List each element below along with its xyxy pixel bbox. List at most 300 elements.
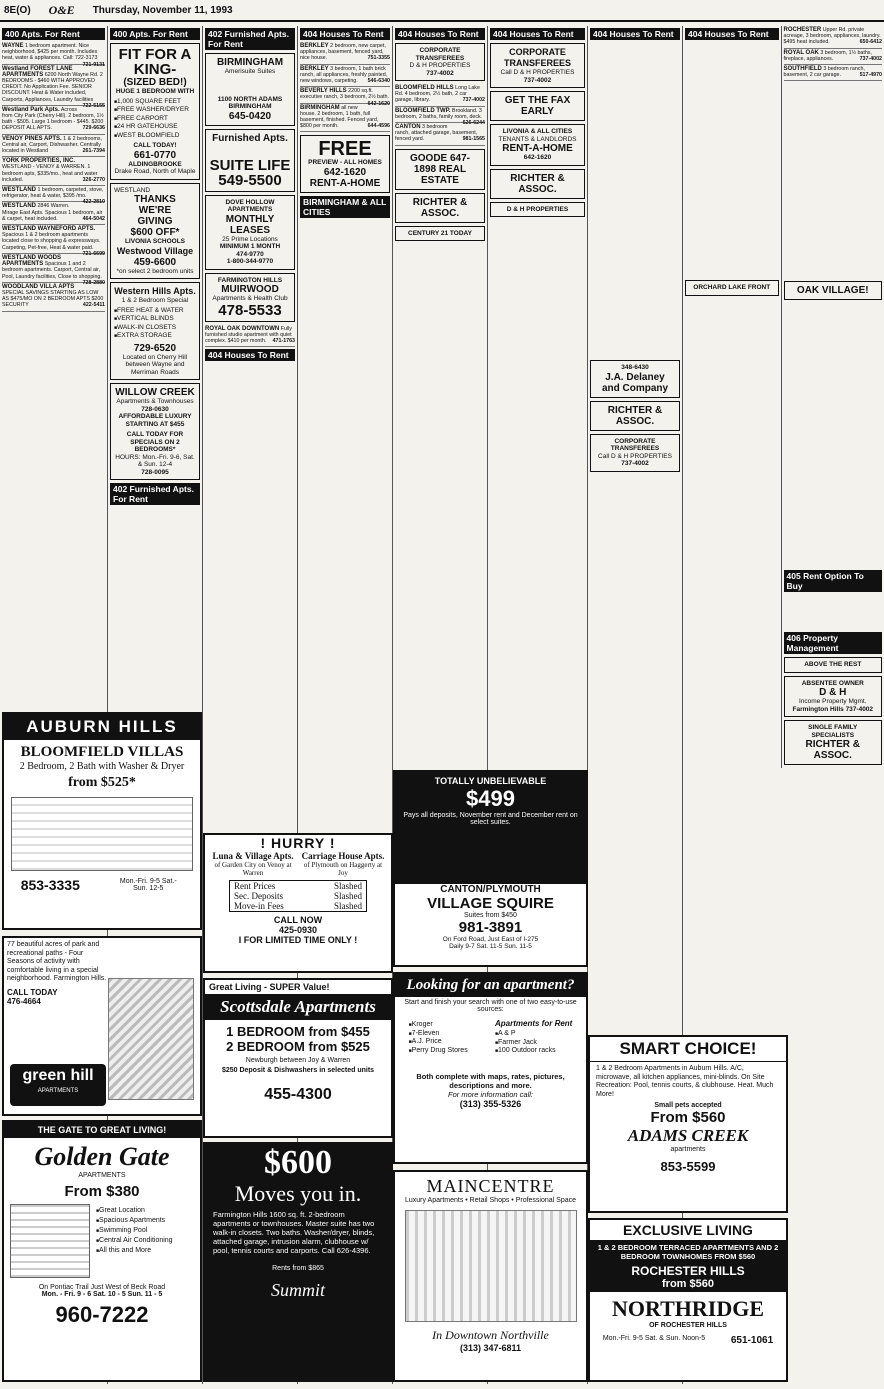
feature-item: ■ All this and More: [96, 1246, 173, 1256]
ad-phone: 751-3355: [367, 55, 390, 62]
looking-phone: (313) 355-5326: [459, 1098, 522, 1109]
willow-name: WILLOW CREEK: [115, 387, 195, 398]
ad-text: Upper Rd. private acreage, 3 bedroom, appliances, laundry. $495 heat included.: [783, 27, 881, 46]
auburn-name: BLOOMFIELD VILLAS: [20, 744, 184, 760]
richter-name: RICHTER & ASSOC.: [607, 404, 663, 427]
delaney-sub: and Company: [601, 382, 669, 394]
six-sub: Moves you in.: [234, 1181, 362, 1206]
ad-list: [2, 42, 105, 312]
birm-head: BIRMINGHAM: [216, 57, 284, 68]
orchard-title: ORCHARD LAKE FRONT: [693, 284, 771, 291]
corp-sub: Call D & H PROPERTIES: [500, 69, 575, 76]
willow-sub: Apartments & Townhouses: [116, 398, 194, 405]
absentee-title: ABSENTEE OWNER: [801, 679, 864, 687]
corp-name: CORPORATE TRANSFEREES: [610, 437, 660, 452]
western-note: Located on Cherry Hill between Wayne and Merriman Roads: [122, 353, 188, 376]
six-title: $600: [264, 1144, 332, 1181]
column-8b: [784, 26, 882, 768]
squire-name-2: VILLAGE SQUIRE: [427, 895, 554, 912]
thanks-note: *on select 2 bedroom units: [116, 267, 194, 275]
building-photo: [108, 978, 194, 1100]
classified-ad: [784, 65, 882, 81]
outlet-item: ■ 100 Outdoor racks: [495, 1047, 572, 1056]
exclusive-city: ROCHESTER HILLS: [590, 1264, 786, 1278]
thanks-offer: $600 OFF*: [130, 227, 180, 238]
dh-phone: Farmington Hills 737-4002: [792, 705, 874, 713]
ad-phone: 721-9131: [82, 61, 105, 68]
fax-ad: [490, 91, 585, 121]
section-header: 404 Houses To Rent: [395, 28, 485, 40]
golden-hours: Mon. - Fri. 9 - 6 Sat. 10 - 5 Sun. 11 - 5: [41, 1291, 163, 1298]
ad-city: CANTON: [395, 124, 421, 131]
fax-title: GET THE FAX EARLY: [504, 95, 571, 117]
ad-city: BERKLEY: [300, 65, 329, 72]
royal-oak-ad: [205, 325, 295, 348]
auburn-hills-ad: [2, 712, 202, 930]
ad-city: SOUTHFIELD: [783, 66, 822, 73]
ad-phone: 326-2770: [82, 176, 105, 183]
ad-phone: 650-6412: [859, 39, 882, 46]
willow-l1: AFFORDABLE LUXURY: [118, 413, 192, 420]
green-call: CALL TODAY: [7, 987, 58, 997]
ad-city: BERKLEY: [300, 43, 329, 49]
six-rents: Rents from $865: [272, 1265, 324, 1272]
section-header: 400 Apts. For Rent: [2, 28, 105, 40]
classified-ad: [2, 202, 105, 225]
green-hill-ad: [2, 936, 202, 1116]
green-hill-logo: [10, 1064, 106, 1106]
ad-text: Spacious 1 & 2 bedroom apartments located close to shopping & expressways. Carpeting, Pet-free, Heat & water paid.: [2, 232, 101, 251]
page-number: 8E(O): [4, 4, 31, 16]
looking-sub: Start and finish your search with one of two easy-to-use sources:: [404, 999, 577, 1013]
western-hills-ad: [110, 282, 200, 380]
muirwood-name: MUIRWOOD: [221, 284, 279, 295]
corp-name: CORPORATE TRANSFEREES: [503, 47, 571, 68]
looking-right-list: [495, 1030, 572, 1056]
hurry-right-name: Carriage House Apts.: [301, 851, 385, 861]
single-family-ad: [784, 720, 882, 765]
fit-headline: FIT FOR A KING-: [118, 46, 192, 78]
exclusive-phone: 651-1061: [730, 1335, 774, 1346]
smart-phone: 853-5599: [660, 1159, 716, 1174]
exclusive-title: EXCLUSIVE LIVING: [623, 1222, 753, 1238]
green-logo-name: green hill: [22, 1067, 94, 1084]
classified-ad: [2, 254, 105, 286]
feature-item: ■ VERTICAL BLINDS: [114, 315, 196, 324]
section-header: 402 Furnished Apts. For Rent: [205, 28, 295, 50]
thanks-phone: 459-6600: [133, 256, 177, 268]
ad-text: 3 bedroom ranch, attached garage, basement, fenced yard.: [395, 124, 478, 143]
fit-subhead: (SIZED BED!): [123, 77, 187, 88]
thanks-l1: THANKS: [134, 194, 176, 205]
ad-text: Brookland. 3 bedroom, 2 baths, family room, deck.: [395, 107, 483, 120]
golden-sub: APARTMENTS: [78, 1172, 126, 1179]
price-item: Sec. Deposits: [234, 891, 283, 901]
classified-ad: [2, 225, 105, 257]
dove-phone-2: 1-800-344-9770: [226, 258, 274, 265]
feature-item: ■ Central Air Conditioning: [96, 1236, 173, 1246]
birm-phone: 645-0420: [228, 110, 272, 122]
squire-hours: Daily 9-7 Sat. 11-5 Sun. 11-5: [449, 943, 532, 950]
hurry-phone: 425-0930: [278, 925, 318, 935]
ad-city: BEVERLY HILLS: [300, 88, 347, 95]
ad-city: WESTLAND WOODS APARTMENTS: [2, 254, 61, 268]
fit-for-a-king-ad: [110, 43, 200, 180]
price-row: [230, 891, 366, 901]
goode-name: GOODE 647-1898 REAL ESTATE: [409, 152, 471, 186]
adams-creek-sub: apartments: [670, 1146, 706, 1153]
ad-phone: 642-1620: [367, 100, 390, 107]
dove-l2: 25 Prime Locations: [222, 235, 278, 243]
looking-title: Looking for an apartment?: [395, 974, 586, 997]
ad-text: all new house. 2 bedroom, 1 bath, full basement, finished. Fenced yard, $800 per month.: [300, 104, 379, 130]
ad-text: 1 bedroom, carpeted, stove, refrigerator, heat & water, $395 /mo.: [2, 187, 104, 200]
willow-hours: HOURS: Mon.-Fri. 9-6, Sat. & Sun. 12-4: [115, 453, 195, 468]
dh-sub: Income Property Mgmt.: [798, 698, 867, 706]
ad-text: 3 bedroom, 1 bath brick ranch, all appliances, freshly painted, new windows, carpeting.: [300, 65, 388, 85]
corp-sub: Call D & H PROPERTIES: [598, 452, 672, 460]
classified-ad: [784, 49, 882, 65]
scottsdale-tag: Great Living - SUPER Value!: [209, 982, 330, 992]
ad-text: 1 & 2 bedrooms, Central air, Carport, Dishwasher. Centrally located in Westland: [2, 135, 103, 155]
richter-name: RICHTER & ASSOC.: [412, 196, 468, 219]
price-item: Move-in Fees: [234, 901, 284, 911]
feature-item: ■ FREE CARPORT: [114, 115, 196, 124]
scottsdale-ad: [203, 978, 393, 1138]
classified-ad: [2, 186, 105, 206]
livonia-name-2: RENT-A-HOME: [502, 143, 573, 154]
dh-name: D & H PROPERTIES: [506, 205, 569, 213]
fit-huge: HUGE 1 BEDROOM WITH: [115, 88, 195, 95]
northridge-sub: OF ROCHESTER HILLS: [649, 1322, 727, 1329]
feature-item: ■ WEST BLOOMFIELD: [114, 132, 196, 141]
area-map-image: [11, 797, 193, 871]
ad-phone: 644-4596: [367, 123, 390, 130]
delaney-ad: [590, 360, 680, 398]
auburn-hours: Mon.-Fri. 9-5 Sat.-Sun. 12-5: [119, 878, 177, 892]
classified-ad: [2, 157, 105, 186]
ad-city: BLOOMFIELD TWP.: [395, 107, 451, 114]
thanks-school: LIVONIA SCHOOLS: [124, 238, 186, 245]
column-8-split: [685, 26, 882, 768]
dove-hollow-ad: [205, 195, 295, 270]
century-name: CENTURY 21 TODAY: [408, 229, 472, 237]
classified-ad: [2, 106, 105, 135]
smart-choice-ad: [588, 1035, 788, 1213]
western-sub: 1 & 2 Bedroom Special: [121, 297, 189, 304]
ad-list: [784, 26, 882, 81]
maincentre-location: In Downtown Northville: [432, 1328, 549, 1342]
thanks-giving-ad: [110, 183, 200, 280]
maincentre-ad: [393, 1170, 588, 1382]
ad-phone: 471-1763: [272, 337, 295, 344]
classified-ad: [300, 87, 390, 107]
ad-text: 6200 North Wayne Rd. 2 BEDROOMS - $460 WITH APPROVED CREDIT. No Application Fee. SENIOR DISCOUNT. Heat & Water included, Carports, Appliances, Laundry facilities: [2, 71, 103, 103]
totally-l1: TOTALLY UNBELIEVABLE: [434, 776, 547, 786]
richter-name: RICHTER & ASSOC.: [805, 739, 860, 762]
ad-list: [300, 42, 390, 132]
muirwood-city: FARMINGTON HILLS: [217, 276, 283, 284]
section-header: 404 Houses To Rent: [205, 349, 295, 361]
summit-logo: Summit: [271, 1280, 325, 1300]
totally-unbelievable-ad: [393, 770, 588, 882]
column-8a: [685, 26, 782, 768]
richter-name: RICHTER & ASSOC.: [510, 172, 565, 195]
golden-phone: 960-7222: [55, 1302, 149, 1327]
golden-name: Golden Gate: [34, 1142, 170, 1171]
publication-name: O&E: [48, 2, 75, 17]
golden-gate-ad: [2, 1120, 202, 1382]
ad-text: 1 bedroom apartment. Nice neighborhood, $425 per month. Includes heat, water & appliances. Call: 722-3173: [2, 43, 98, 62]
thanks-place: WESTLAND: [114, 186, 151, 194]
corp-name: CORPORATE TRANSFEREES: [415, 47, 465, 62]
hurry-footer: I FOR LIMITED TIME ONLY !: [238, 935, 358, 945]
hurry-right-sub: of Plymouth on Haggerty at Joy: [303, 861, 383, 877]
looking-info: For more information call:: [447, 1089, 534, 1099]
muirwood-phone: 478-5533: [218, 301, 282, 319]
corporate-transferees-ad: [490, 43, 585, 88]
suite-phone: 549-5500: [218, 171, 282, 189]
hurry-call: CALL NOW: [273, 915, 323, 925]
corp-phone: 737-4002: [426, 69, 454, 77]
birm-sub: Amerisuite Suites: [224, 68, 276, 75]
ad-text: 3 bedroom, 1½ baths, fireplace, appliances.: [783, 49, 872, 62]
ad-city: WESTLAND WAYNEFORD APTS.: [2, 226, 96, 233]
ad-text: SPECIAL SAVINGS STARTING AS LOW AS $475/MO ON 2 BEDROOM APTS $200 SECURITY: [2, 289, 104, 309]
ad-phone: 626-6244: [462, 120, 485, 127]
price-status: Slashed: [334, 891, 362, 901]
ad-city: Westland FOREST LANE APARTMENTS: [2, 65, 73, 78]
outlet-item: ■ A.J. Price: [409, 1038, 468, 1047]
area-map-image: [10, 1204, 90, 1278]
ad-city: ROYAL OAK: [783, 49, 819, 56]
ad-phone: 728-2880: [82, 279, 105, 286]
section-header: 400 Apts. For Rent: [110, 28, 200, 40]
ad-phone: 517-4970: [859, 72, 882, 79]
corp-phone: 737-4002: [523, 76, 552, 84]
hurry-left-name: Luna & Village Apts.: [212, 851, 294, 861]
dh-name: D & H: [819, 687, 847, 699]
ad-city: YORK PROPERTIES, INC.: [2, 158, 76, 165]
scottsdale-l1: 1 BEDROOM from $455: [226, 1024, 370, 1039]
ad-phone: 729-6636: [82, 125, 105, 132]
classified-ad: [395, 123, 485, 146]
fit-phone: 661-0770: [133, 149, 177, 161]
feature-item: ■ Great Location: [96, 1206, 173, 1216]
ad-city: VENOY PINES APTS.: [2, 135, 62, 142]
free-name: RENT-A-HOME: [309, 177, 381, 189]
section-header: BIRMINGHAM & ALL CITIES: [300, 196, 390, 218]
ad-phone: 737-4002: [462, 97, 485, 104]
adams-creek-logo: ADAMS CREEK: [627, 1126, 749, 1145]
corp-sub: D & H PROPERTIES: [409, 62, 471, 69]
ad-phone: 722-5155: [82, 102, 105, 109]
issue-date: Thursday, November 11, 1993: [92, 4, 233, 16]
ad-phone: 464-5042: [82, 215, 105, 222]
suite-name: SUITE LIFE: [209, 156, 291, 174]
corp-phone: 737-4002: [621, 460, 649, 467]
golden-address: On Pontiac Trail Just West of Beck Road: [38, 1284, 166, 1291]
single-title: SINGLE FAMILY SPECIALISTS: [808, 724, 858, 739]
feature-item: ■ EXTRA STORAGE: [114, 332, 196, 341]
section-header: 404 Houses To Rent: [300, 28, 390, 40]
price-item: Rent Prices: [234, 881, 276, 891]
fit-address: Drake Road, North of Maple: [114, 168, 196, 175]
classified-ad: [395, 107, 485, 127]
squire-address: On Ford Road, Just East of I-275: [442, 936, 539, 943]
willow-phone-2: 728-0095: [141, 468, 169, 476]
scottsdale-l2: 2 BEDROOM from $525: [226, 1039, 370, 1054]
thanks-l2: WE'RE: [138, 205, 172, 216]
section-header: 404 Houses To Rent: [490, 28, 585, 40]
dove-l3: MINIMUM 1 MONTH: [219, 243, 281, 250]
oak-title: OAK VILLAGE!: [796, 285, 869, 297]
classified-ad: [784, 26, 882, 49]
section-header: 404 Houses To Rent: [685, 28, 779, 40]
oak-village-ad: [784, 281, 882, 300]
ad-city: BIRMINGHAM: [300, 104, 340, 111]
free-phone: 642-1620: [323, 166, 367, 178]
scottsdale-phone: 455-4300: [264, 1086, 332, 1103]
fit-call: CALL TODAY!: [133, 142, 177, 149]
feature-item: ■ FREE HEAT & WATER: [114, 307, 196, 316]
ad-city: WAYNE: [2, 43, 24, 49]
six-hundred-ad: [203, 1142, 393, 1382]
hurry-left-sub: of Garden City on Venoy at Warren: [214, 861, 292, 877]
dh-ad: [490, 202, 585, 218]
price-status: Slashed: [334, 881, 362, 891]
outlet-item: ■ Farmer Jack: [495, 1039, 572, 1048]
classified-ad: [300, 65, 390, 88]
page-header: [0, 0, 884, 22]
hurry-ad: [203, 833, 393, 973]
auburn-sub: 2 Bedroom, 2 Bath with Washer & Dryer: [19, 761, 185, 772]
section-header: 406 Property Management: [784, 632, 882, 654]
birmingham-amerisuite-ad: [205, 53, 295, 126]
western-head: Western Hills Apts.: [114, 286, 196, 296]
ad-text: Spacious 1 and 2 bedroom apartments. Carport, Central air, Pool, Laundry facilities, Close to shopping.: [2, 261, 102, 280]
ad-city: BLOOMFIELD HILLS: [395, 85, 454, 91]
northridge-logo: NORTHRIDGE: [611, 1296, 765, 1321]
classified-ad: [300, 42, 390, 65]
looking-for-apartment-ad: [393, 972, 588, 1164]
dove-head: DOVE HOLLOW APARTMENTS: [225, 198, 275, 213]
feature-item: ■ 24 HR GATEHOUSE: [114, 123, 196, 132]
orchard-lake-ad: [685, 280, 779, 296]
muirwood-sub: Apartments & Health Club: [212, 295, 288, 302]
dove-phone: 474-9770: [236, 250, 264, 258]
corporate-transferees-ad: [395, 43, 485, 81]
ad-phone: 261-7394: [82, 148, 105, 155]
absentee-owner-ad: [784, 676, 882, 718]
ad-city: ROYAL OAK DOWNTOWN: [205, 325, 280, 332]
maincentre-sub: Luxury Apartments • Retail Shops • Professional Space: [404, 1197, 577, 1204]
free-sub: PREVIEW - ALL HOMES: [308, 159, 382, 167]
looking-left-list: [409, 1021, 468, 1056]
ad-city: ROCHESTER: [783, 27, 822, 33]
goode-ad: [395, 149, 485, 190]
feature-item: ■ WALK-IN CLOSETS: [114, 324, 196, 333]
classified-ad: [2, 65, 105, 109]
outlet-item: ■ Perry Drug Stores: [409, 1047, 468, 1056]
squire-name: CANTON/PLYMOUTH: [440, 884, 541, 895]
maincentre-name: MAINCENTRE: [426, 1176, 555, 1196]
free-preview-ad: [300, 135, 390, 193]
delaney-name: J.A. Delaney: [605, 371, 665, 383]
scottsdale-name: Scottsdale Apartments: [205, 994, 391, 1020]
feature-item: ■ Swimming Pool: [96, 1226, 173, 1236]
looking-right-title: Apartments for Rent: [495, 1019, 573, 1028]
ad-phone: 721-6699: [82, 250, 105, 257]
feature-item: ■ FREE WASHER/DRYER: [114, 106, 196, 115]
auburn-title: AUBURN HILLS: [4, 714, 200, 740]
totally-price: $499: [466, 786, 515, 811]
squire-sub: Suites from $450: [464, 912, 517, 919]
looking-foot: Both complete with maps, rates, pictures, descriptions and more.: [416, 1071, 565, 1090]
ad-text: Across from City Park (Cherry Hill). 2 bedroom, 1½ bath - $505. Large 1 bedroom - $445. $200 DEPOSIT ALL APTS.: [2, 106, 104, 132]
birm-address: 1100 NORTH ADAMS BIRMINGHAM: [217, 95, 283, 110]
scottsdale-location: Newburgh between Joy & Warren: [245, 1057, 351, 1064]
ad-phone: 422-5411: [82, 302, 105, 309]
totally-body: Pays all deposits, November rent and December rent on select suites.: [403, 812, 578, 826]
richter-ad: [395, 193, 485, 223]
classified-ad: [300, 104, 390, 133]
ad-text: Fully furnished studio apartment with quiet complex. $410 per month.: [205, 325, 292, 344]
feature-item: ■ 1,000 SQUARE FEET: [114, 98, 196, 107]
ad-text: WESTLAND - VENOY & WARREN. 1 bedroom apts, $335/mo., heat and water included.: [2, 164, 98, 183]
auburn-price: from $525*: [68, 775, 136, 790]
ad-text: 2 bedroom, new carpet, appliances, basement, fenced yard, nice house.: [300, 43, 386, 62]
hurry-price-table: [229, 880, 367, 912]
thanks-name: Westwood Village: [116, 245, 194, 256]
ad-text: 2846 Warren. Mirage East Apts. Spacious 1 bedroom, air & carpet, heat included.: [2, 203, 103, 222]
maincentre-phone: (313) 347-6811: [459, 1343, 522, 1353]
golden-head: THE GATE TO GREAT LIVING!: [4, 1122, 200, 1138]
outlet-item: ■ A & P: [495, 1030, 572, 1039]
squire-phone: 981-3891: [458, 919, 523, 936]
feature-item: ■ Spacious Apartments: [96, 1216, 173, 1226]
section-header: 404 Houses To Rent: [590, 28, 680, 40]
livonia-phone: 642-1620: [523, 154, 552, 161]
muirwood-ad: [205, 273, 295, 322]
price-row: [230, 881, 366, 891]
ad-phone: 422-2810: [82, 199, 105, 206]
fit-name: ALDINGBROOKE: [128, 160, 182, 168]
livonia-sub: TENANTS & LANDLORDS: [498, 135, 577, 143]
classified-ad: [395, 84, 485, 107]
willow-call: CALL TODAY FOR SPECIALS ON 2 BEDROOMS*: [126, 431, 184, 453]
ad-text: 2200 sq.ft. executive ranch, 3 bedroom, 2½ bath.: [300, 88, 389, 101]
village-squire-ad: [393, 882, 588, 967]
ad-phone: 546-6340: [367, 78, 390, 85]
willow-l2: STARTING AT $455: [125, 420, 185, 428]
ad-city: Westland Park Apts.: [2, 106, 60, 113]
corporate-transferees-ad: [590, 434, 680, 472]
outlet-item: ■ Kroger: [409, 1021, 468, 1030]
price-row: [230, 901, 366, 911]
above-rest-ad: [784, 657, 882, 673]
golden-price: From $380: [64, 1183, 140, 1200]
smart-body: 1 & 2 Bedroom Apartments in Auburn Hills. A/C, microwave, all kitchen appliances, mini-blinds. On Site Recreation: Pool, tennis courts, & clubhouse. Heat. Much More!: [596, 1065, 774, 1098]
exclusive-l1: 1 & 2 BEDROOM TERRACED APARTMENTS AND 2 BEDROOM TOWNHOMES FROM $560: [590, 1240, 786, 1264]
smart-pets: Small pets accepted: [654, 1102, 722, 1109]
hurry-title: ! HURRY !: [260, 835, 336, 851]
ad-city: WESTLAND: [2, 187, 36, 194]
willow-phone: 728-0630: [141, 405, 169, 413]
smart-price: From $560: [650, 1109, 726, 1126]
golden-feature-list: [96, 1206, 173, 1276]
suite-life-ad: [205, 129, 295, 192]
